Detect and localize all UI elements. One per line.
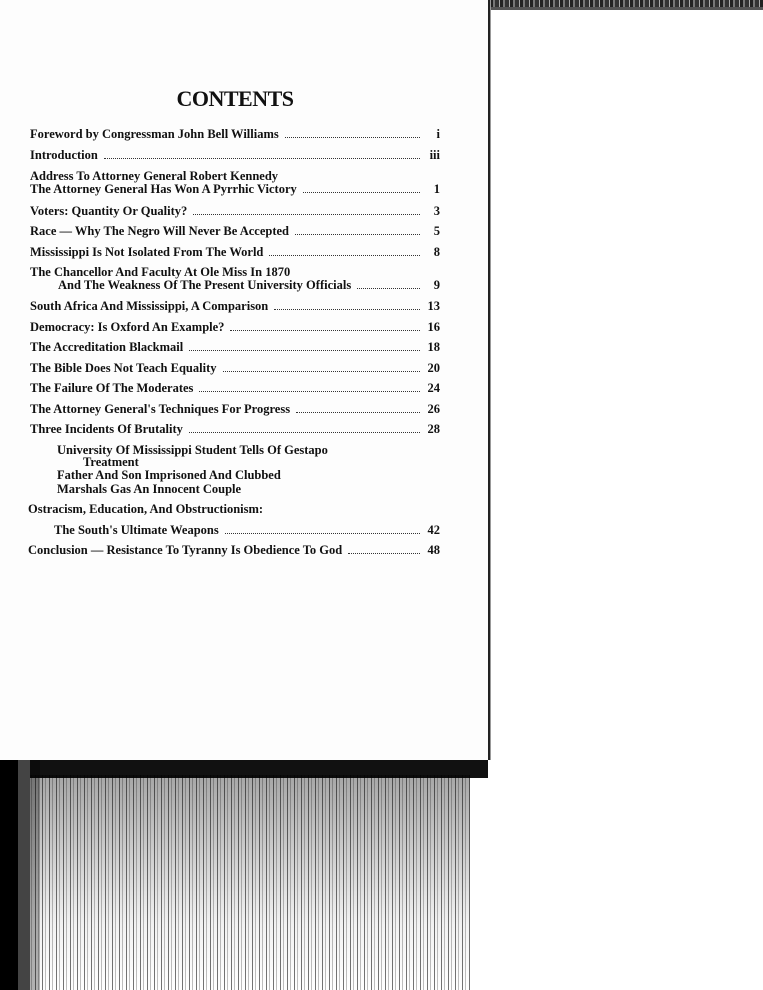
toc-entry-text: The Failure Of The Moderates — [30, 381, 194, 395]
toc-subentry: Marshals Gas An Innocent Couple — [57, 482, 242, 496]
toc-entry-democracy — [30, 321, 440, 334]
dot-leader — [104, 158, 420, 159]
book-page — [0, 0, 490, 760]
page-number: 48 — [427, 543, 440, 557]
toc-subentry: University Of Mississippi Student Tells Of Gestapo — [57, 443, 328, 457]
dot-leader — [274, 309, 420, 310]
toc-entry-text: The Accreditation Blackmail — [30, 340, 184, 354]
toc-entry-accreditation — [30, 341, 440, 354]
toc-entry-address — [30, 170, 440, 196]
dot-leader — [295, 234, 420, 235]
toc-subentry-continued: Treatment — [83, 455, 139, 469]
scan-left-shadow — [0, 760, 40, 990]
dot-leader — [357, 288, 420, 289]
toc-entry-text: Mississippi Is Not Isolated From The World — [30, 245, 264, 259]
toc-entry-bible — [30, 362, 440, 375]
dot-leader — [225, 533, 420, 534]
dot-leader — [189, 432, 420, 433]
toc-entry-text: Three Incidents Of Brutality — [30, 422, 183, 436]
dot-leader — [230, 330, 420, 331]
dot-leader — [199, 391, 420, 392]
toc-entry-text: Address To Attorney General Robert Kennedy — [30, 169, 279, 183]
toc-entry-introduction — [30, 149, 440, 162]
dot-leader — [269, 255, 420, 256]
toc-entry-text: The Chancellor And Faculty At Ole Miss In 1870 — [30, 265, 291, 279]
dot-leader — [303, 192, 420, 193]
toc-entry-text: The Attorney General's Techniques For Progress — [30, 402, 291, 416]
page-number: 24 — [427, 381, 440, 395]
toc-entry-techniques — [30, 403, 440, 416]
page-number: iii — [429, 148, 440, 162]
page-number: 42 — [427, 523, 440, 537]
toc-entry-text-continued: The Attorney General Has Won A Pyrrhic Victory — [30, 182, 297, 196]
toc-entry-ultimate-weapons — [54, 524, 440, 537]
toc-entry-text: The Bible Does Not Teach Equality — [30, 361, 217, 375]
toc-entry-moderates — [30, 382, 440, 395]
toc-entry-south-africa — [30, 300, 440, 313]
scan-top-edge-right — [488, 7, 763, 10]
dot-leader — [348, 553, 420, 554]
dot-leader — [193, 214, 420, 215]
toc-entry-text: Voters: Quantity Or Quality? — [30, 204, 188, 218]
toc-entry-text: South Africa And Mississippi, A Comparison — [30, 299, 269, 313]
page-number: 8 — [433, 245, 440, 259]
scan-noise — [0, 775, 470, 990]
page-title: CONTENTS — [176, 86, 294, 111]
toc-entry-foreword — [30, 128, 440, 141]
toc-entry-conclusion — [28, 544, 440, 557]
toc-section-heading: Ostracism, Education, And Obstructionism: — [28, 502, 264, 516]
toc-entry-chancellor — [30, 266, 440, 292]
toc-entry-text: Democracy: Is Oxford An Example? — [30, 320, 225, 334]
page-number: 28 — [427, 422, 440, 436]
page-number: 5 — [433, 224, 440, 238]
toc-entry-three-incidents — [30, 423, 440, 436]
page-number: 16 — [427, 320, 440, 334]
toc-entry-voters — [30, 205, 440, 218]
toc-subentry: Father And Son Imprisoned And Clubbed — [57, 468, 281, 482]
page-number: 9 — [433, 278, 440, 292]
toc-entry-text: Conclusion — Resistance To Tyranny Is Obedience To God — [28, 543, 343, 557]
toc-entry-text: Race — Why The Negro Will Never Be Accepted — [30, 224, 290, 238]
toc-entry-text: Foreword by Congressman John Bell Williams — [30, 127, 279, 141]
page-number: 26 — [427, 402, 440, 416]
dot-leader — [189, 350, 420, 351]
toc-entry-text: The South's Ultimate Weapons — [54, 523, 219, 537]
page-number: 3 — [433, 204, 440, 218]
dot-leader — [223, 371, 421, 372]
toc-entry-text-continued: And The Weakness Of The Present University Officials — [58, 278, 352, 292]
page-number: 20 — [427, 361, 440, 375]
toc-entry-race — [30, 225, 440, 238]
dot-leader — [296, 412, 420, 413]
page-number: 18 — [427, 340, 440, 354]
toc-entry-text: Introduction — [30, 148, 98, 162]
page-number: 13 — [427, 299, 440, 313]
dot-leader — [285, 137, 420, 138]
page-number: i — [436, 127, 440, 141]
toc-entry-mississippi-isolated — [30, 246, 440, 259]
page-number: 1 — [433, 182, 440, 196]
